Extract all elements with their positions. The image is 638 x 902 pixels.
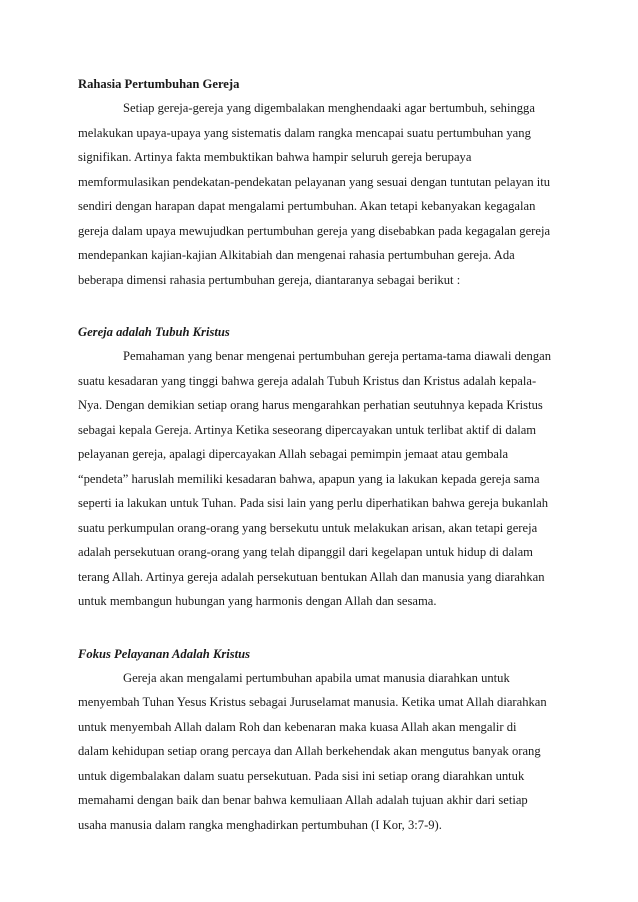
text-line: beberapa dimensi rahasia pertumbuhan gereja, diantaranya sebagai berikut : bbox=[78, 272, 461, 287]
text-line: memformulasikan pendekatan-pendekatan pelayanan yang sesuai dengan tuntutan pelayan itu bbox=[78, 174, 551, 189]
text-line: Nya. Dengan demikian setiap orang harus mengarahkan perhatian seutuhnya kepada Kristus bbox=[78, 398, 543, 412]
text-line: usaha manusia dalam rangka menghadirkan pertumbuhan (I Kor, 3:7-9). bbox=[78, 817, 442, 832]
section-heading: Gereja adalah Tubuh Kristus bbox=[78, 325, 230, 339]
text-line: mendepankan kajian-kajian Alkitabiah dan mengenai rahasia pertumbuhan gereja. Ada bbox=[78, 248, 515, 262]
document-body bbox=[78, 72, 564, 837]
text-line: melakukan upaya-upaya yang sistematis dalam rangka mencapai suatu pertumbuhan yang bbox=[78, 125, 531, 140]
text-line: memahami dengan baik dan benar bahwa kemuliaan Allah adalah tujuan akhir dari setiap bbox=[78, 793, 528, 807]
text-line: suatu perkumpulan orang-orang yang bersekutu untuk melakukan arisan, akan tetapi gereja bbox=[78, 520, 538, 535]
text-line: untuk membangun hubungan yang harmonis dengan Allah dan sesama. bbox=[78, 594, 437, 608]
text-line: untuk digembalakan dalam suatu persekutuan. Pada sisi ini setiap orang diarahkan untuk bbox=[78, 768, 525, 783]
text-line: signifikan. Artinya fakta membuktikan bahwa hampir seluruh gereja berupaya bbox=[78, 150, 472, 164]
text-line: seperti ia lakukan untuk Tuhan. Pada sisi lain yang perlu diperhatikan bahwa gereja bukanlah bbox=[78, 496, 549, 510]
intro-paragraph bbox=[78, 96, 564, 292]
text-line: terang Allah. Artinya gereja adalah persekutuan bentukan Allah dan manusia yang diarahkan bbox=[78, 569, 545, 584]
text-line: gereja dalam upaya mewujudkan pertumbuhan gereja yang disebabkan pada kegagalan gereja bbox=[78, 223, 551, 238]
text-line: adalah persekutuan orang-orang yang telah dipanggil dari kegelapan untuk hidup di dalam bbox=[78, 545, 533, 559]
section2-paragraph bbox=[78, 666, 564, 838]
text-line: dalam kehidupan setiap orang percaya dan Allah berkehendak akan mengutus banyak orang bbox=[78, 744, 541, 758]
text-line: suatu kesadaran yang tinggi bahwa gereja adalah Tubuh Kristus dan Kristus adalah kepala- bbox=[78, 373, 537, 388]
section1-paragraph bbox=[78, 344, 564, 614]
section-heading: Fokus Pelayanan Adalah Kristus bbox=[78, 646, 251, 661]
text-line: menyembah Tuhan Yesus Kristus sebagai Juruselamat manusia. Ketika umat Allah diarahkan bbox=[78, 695, 547, 709]
text-line: pelayanan gereja, apalagi dipercayakan Allah sebagai pemimpin jemaat atau gembala bbox=[78, 447, 509, 461]
text-line: “pendeta” haruslah memiliki kesadaran bahwa, apapun yang ia lakukan kepada gereja sama bbox=[78, 471, 540, 486]
text-line: untuk menyembah Allah dalam Roh dan kebenaran maka kuasa Allah akan mengalir di bbox=[78, 719, 517, 734]
text-line: Setiap gereja-gereja yang digembalakan menghendaaki agar bertumbuh, sehingga bbox=[123, 101, 535, 115]
text-line: Gereja akan mengalami pertumbuhan apabila umat manusia diarahkan untuk bbox=[123, 670, 510, 685]
document-title: Rahasia Pertumbuhan Gereja bbox=[78, 77, 240, 91]
text-line: sebagai kepala Gereja. Artinya Ketika seseorang dipercayakan untuk terlibat aktif di dalam bbox=[78, 422, 537, 437]
text-line: sendiri dengan harapan dapat mengalami pertumbuhan. Akan tetapi kebanyakan kegagalan bbox=[78, 199, 536, 213]
text-line: Pemahaman yang benar mengenai pertumbuhan gereja pertama-tama diawali dengan bbox=[123, 349, 552, 363]
